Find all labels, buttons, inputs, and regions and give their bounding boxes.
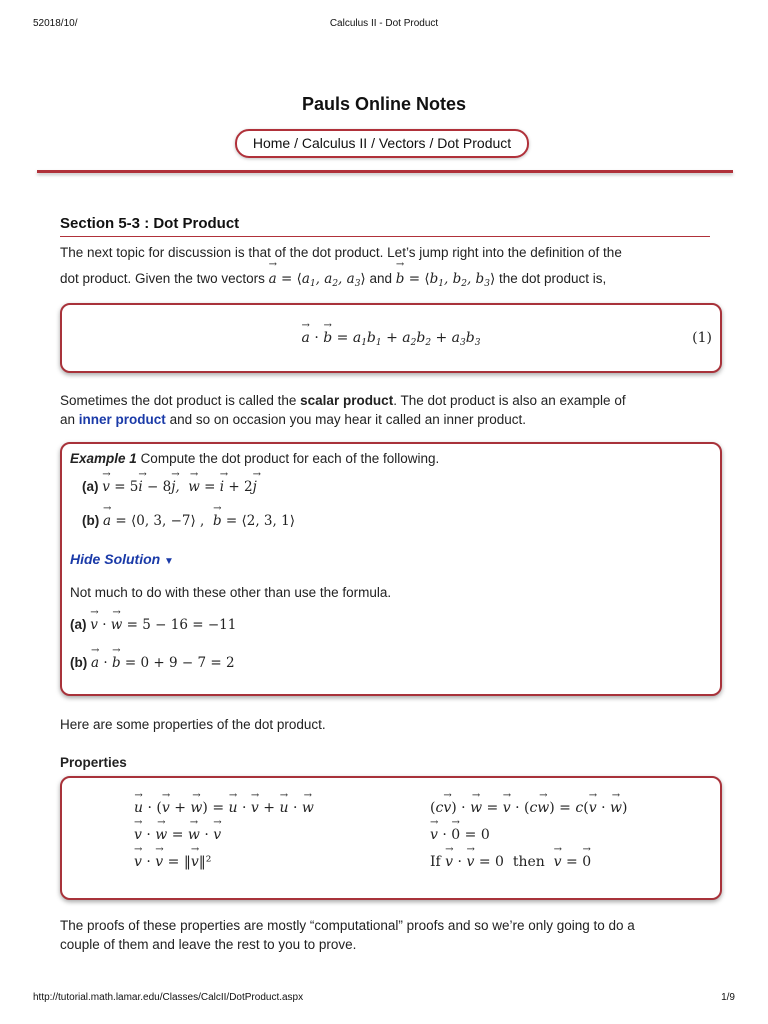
- property-zero-self: If → v · → v = 0 then → v = → 0: [430, 854, 591, 870]
- property-distributive: → u · (→ v + → w) = → u · → v + → u · → w: [134, 800, 314, 816]
- properties-heading: Properties: [60, 755, 127, 770]
- breadcrumb[interactable]: Home / Calculus II / Vectors / Dot Product: [235, 129, 529, 158]
- part-b-vectors: → a = ⟨0, 3, −7⟩ , → b = ⟨2, 3, 1⟩: [103, 513, 295, 529]
- print-date: 52018/10/: [33, 18, 78, 29]
- print-title: Calculus II - Dot Product: [329, 18, 439, 29]
- scalar-product-paragraph: [60, 391, 726, 429]
- dot-product-definition-box: [60, 303, 722, 373]
- section-divider: [60, 236, 710, 237]
- proofs-line-1: The proofs of these properties are mostly “computational” proofs and so we’re only going to do a: [60, 918, 635, 933]
- header-divider: [37, 170, 733, 173]
- example-part-a: (a) → v = 5→ i − 8→ j, → w = → i + 2→ j: [82, 479, 257, 495]
- example-part-b: (b) → a = ⟨0, 3, −7⟩ , → b = ⟨2, 3, 1⟩: [82, 513, 295, 529]
- caret-down-icon[interactable]: ▼: [163, 556, 174, 567]
- vector-a-definition: → $a = ⟨a_1$, $a_2$, $a_3⟩$: [269, 271, 366, 287]
- equation-number: (1): [692, 330, 712, 346]
- proofs-line-2: couple of them and leave the rest to you to prove.: [60, 937, 357, 952]
- intro-line-1: The next topic for discussion is that of the dot product. Let’s jump right into the definition of the: [60, 245, 622, 260]
- solution-text: Not much to do with these other than use the formula.: [70, 585, 392, 600]
- property-scalar: (c→ v) · → w = → v · (c→ w) = c(→ v · → w): [430, 800, 627, 816]
- dot-product-formula: → a · → $b = a_1b_1 + a_2b_2 + a_3b_3$: [62, 330, 720, 348]
- vector-b-definition: → $b = ⟨b_1$, $b_2$, $b_3⟩$: [396, 271, 495, 287]
- property-magnitude: → v · → v = ‖→ v‖²: [134, 854, 211, 870]
- print-url: http://tutorial.math.lamar.edu/Classes/CalcII/DotProduct.aspx: [33, 992, 304, 1003]
- intro-paragraph: [60, 242, 726, 295]
- solution-b: (b) → a · → b = 0 + 9 − 7 = 2: [70, 655, 235, 671]
- example-1-box: [60, 442, 722, 696]
- inner-product-link[interactable]: inner product: [78, 412, 166, 427]
- inner-line: an inner product and so on occasion you may hear it called an inner product.: [60, 412, 527, 427]
- property-commutative: → v · → w = → w · → v: [134, 827, 221, 843]
- solution-b-math: → a · → b = 0 + 9 − 7 = 2: [91, 655, 235, 671]
- part-a-vectors: → v = 5→ i − 8→ j, → w = → i + 2→ j: [102, 479, 257, 495]
- proofs-paragraph: [60, 916, 726, 954]
- intro-text: dot product. Given the two vectors: [60, 271, 265, 286]
- scalar-line: Sometimes the dot product is called the scalar product. The dot product is also an example of: [60, 393, 626, 408]
- scalar-product-term: scalar product: [300, 393, 394, 408]
- hide-solution-toggle[interactable]: Hide Solution ▼: [70, 551, 174, 567]
- page-number: 1/9: [721, 992, 735, 1003]
- solution-a: (a) → v · → w = 5 − 16 = −11: [70, 617, 236, 633]
- properties-intro: Here are some properties of the dot product.: [60, 717, 326, 732]
- intro-and: and: [369, 271, 392, 286]
- intro-tail: the dot product is,: [498, 271, 607, 286]
- example-label: Example 1: [70, 451, 137, 466]
- site-title[interactable]: Pauls Online Notes: [301, 94, 467, 114]
- solution-a-math: → v · → w = 5 − 16 = −11: [90, 617, 236, 633]
- section-title: Section 5-3 : Dot Product: [60, 215, 240, 232]
- example-prompt: Example 1 Compute the dot product for each of the following.: [70, 451, 440, 466]
- properties-box: [60, 776, 722, 900]
- property-zero-vector: → v · → 0 = 0: [430, 827, 490, 843]
- intro-line-2: [60, 268, 726, 295]
